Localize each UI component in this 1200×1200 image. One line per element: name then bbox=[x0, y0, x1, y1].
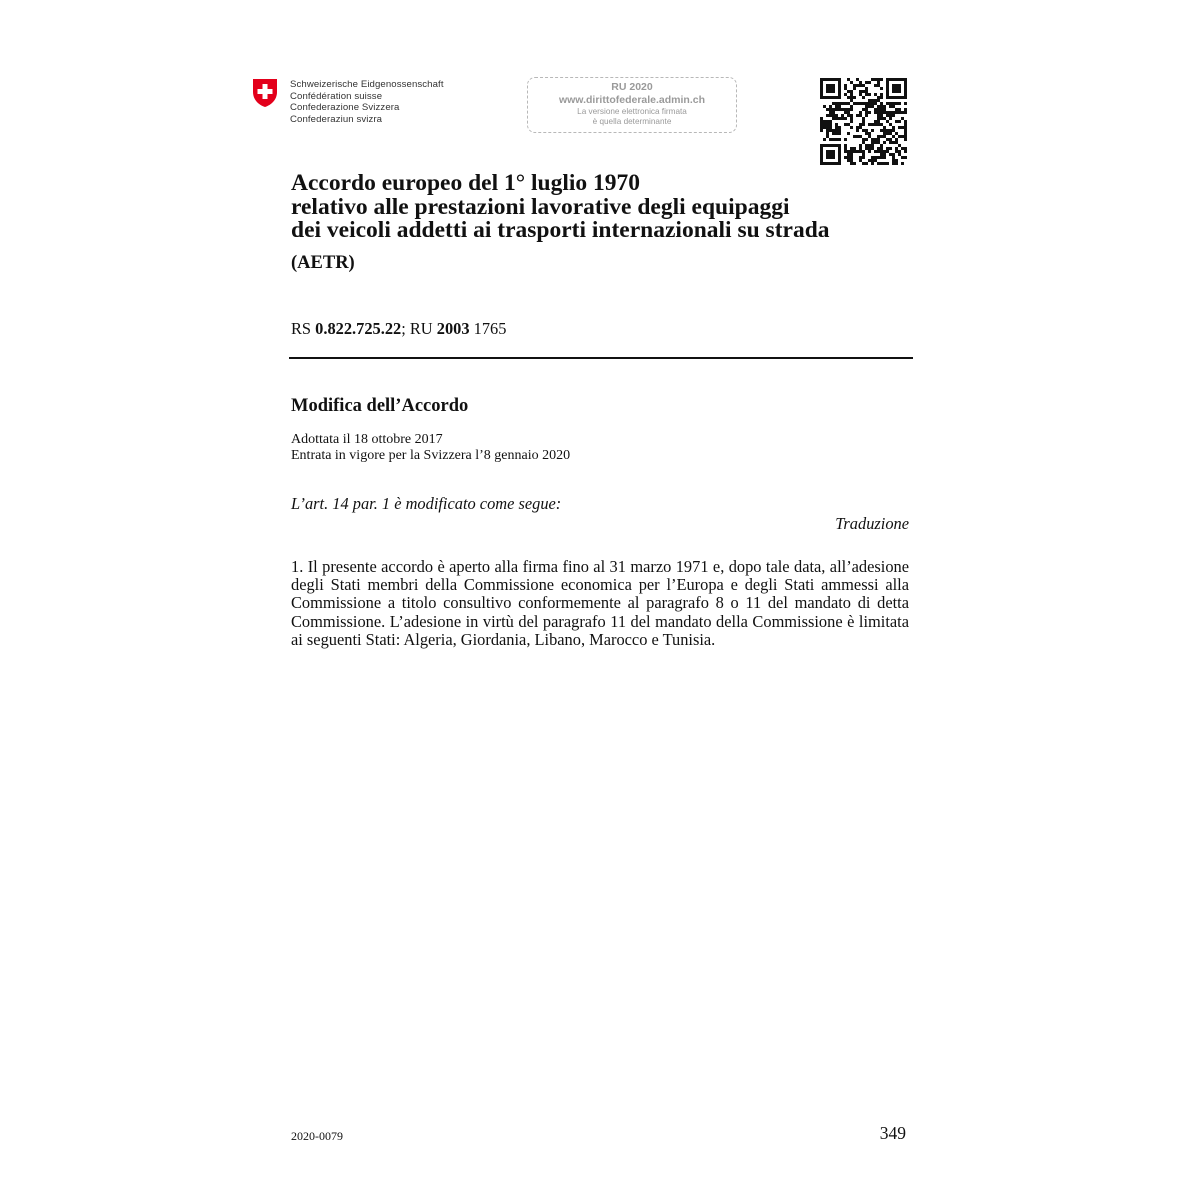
title-divider bbox=[289, 357, 913, 359]
amendment-intro: L’art. 14 par. 1 è modificato come segue: bbox=[291, 494, 562, 513]
title-line-1: Accordo europeo del 1° luglio 1970 bbox=[291, 170, 641, 196]
stamp-collection: RU 2020 bbox=[611, 81, 653, 93]
ru-page: 1765 bbox=[469, 319, 507, 338]
swiss-cross-shield-icon bbox=[252, 78, 278, 108]
translation-note: Traduzione bbox=[835, 514, 909, 533]
section-dates bbox=[291, 432, 570, 464]
title-line-2: relativo alle prestazioni lavorative degli equipaggi bbox=[291, 193, 790, 220]
page-number: 349 bbox=[879, 1123, 906, 1143]
classification-reference: RS 0.822.725.22; RU 2003 1765 bbox=[291, 319, 507, 338]
official-publication-stamp bbox=[527, 77, 737, 133]
confederation-name bbox=[290, 79, 444, 125]
stamp-note-line1: La versione elettronica firmata bbox=[577, 107, 687, 116]
title-abbreviation: (AETR) bbox=[291, 252, 355, 273]
confederation-line-rm: Confederaziun svizra bbox=[290, 113, 383, 125]
amended-paragraph: 1. Il presente accordo è aperto alla firma fino al 31 marzo 1971 e, dopo tale data, all’adesione degli Stati membri della Commissione economica per l’Europa e degli Stati ammessi alla Commissione a titolo consultivo conformemente al paragrafo 8 o 11 del mandato di detta Commissione. L’adesione in virtù del paragrafo 11 del mandato della Commissione è limitata ai seguenti Stati: Algeria, Giordania, Libano, Marocco e Tunisia. bbox=[291, 557, 909, 649]
stamp-website-link[interactable]: www.dirittofederale.admin.ch bbox=[558, 94, 706, 106]
confederation-line-de: Schweizerische Eidgenossenschaft bbox=[290, 79, 444, 90]
qr-code-icon bbox=[820, 78, 907, 165]
rs-number: 0.822.725.22 bbox=[315, 319, 402, 338]
document-number: 2020-0079 bbox=[291, 1129, 343, 1143]
document-title bbox=[291, 172, 830, 275]
confederation-line-fr: Confédération suisse bbox=[290, 90, 383, 102]
adopted-date: Adottata il 18 ottobre 2017 bbox=[291, 432, 443, 447]
section-heading: Modifica dell’Accordo bbox=[291, 396, 469, 416]
title-line-3: dei veicoli addetti ai trasporti internazionali su strada bbox=[291, 217, 830, 243]
confederation-line-it: Confederazione Svizzera bbox=[290, 102, 400, 114]
entry-into-force-date: Entrata in vigore per la Svizzera l’8 gennaio 2020 bbox=[291, 447, 571, 463]
ru-year: 2003 bbox=[436, 319, 470, 338]
stamp-note-line2: è quella determinante bbox=[592, 117, 672, 126]
